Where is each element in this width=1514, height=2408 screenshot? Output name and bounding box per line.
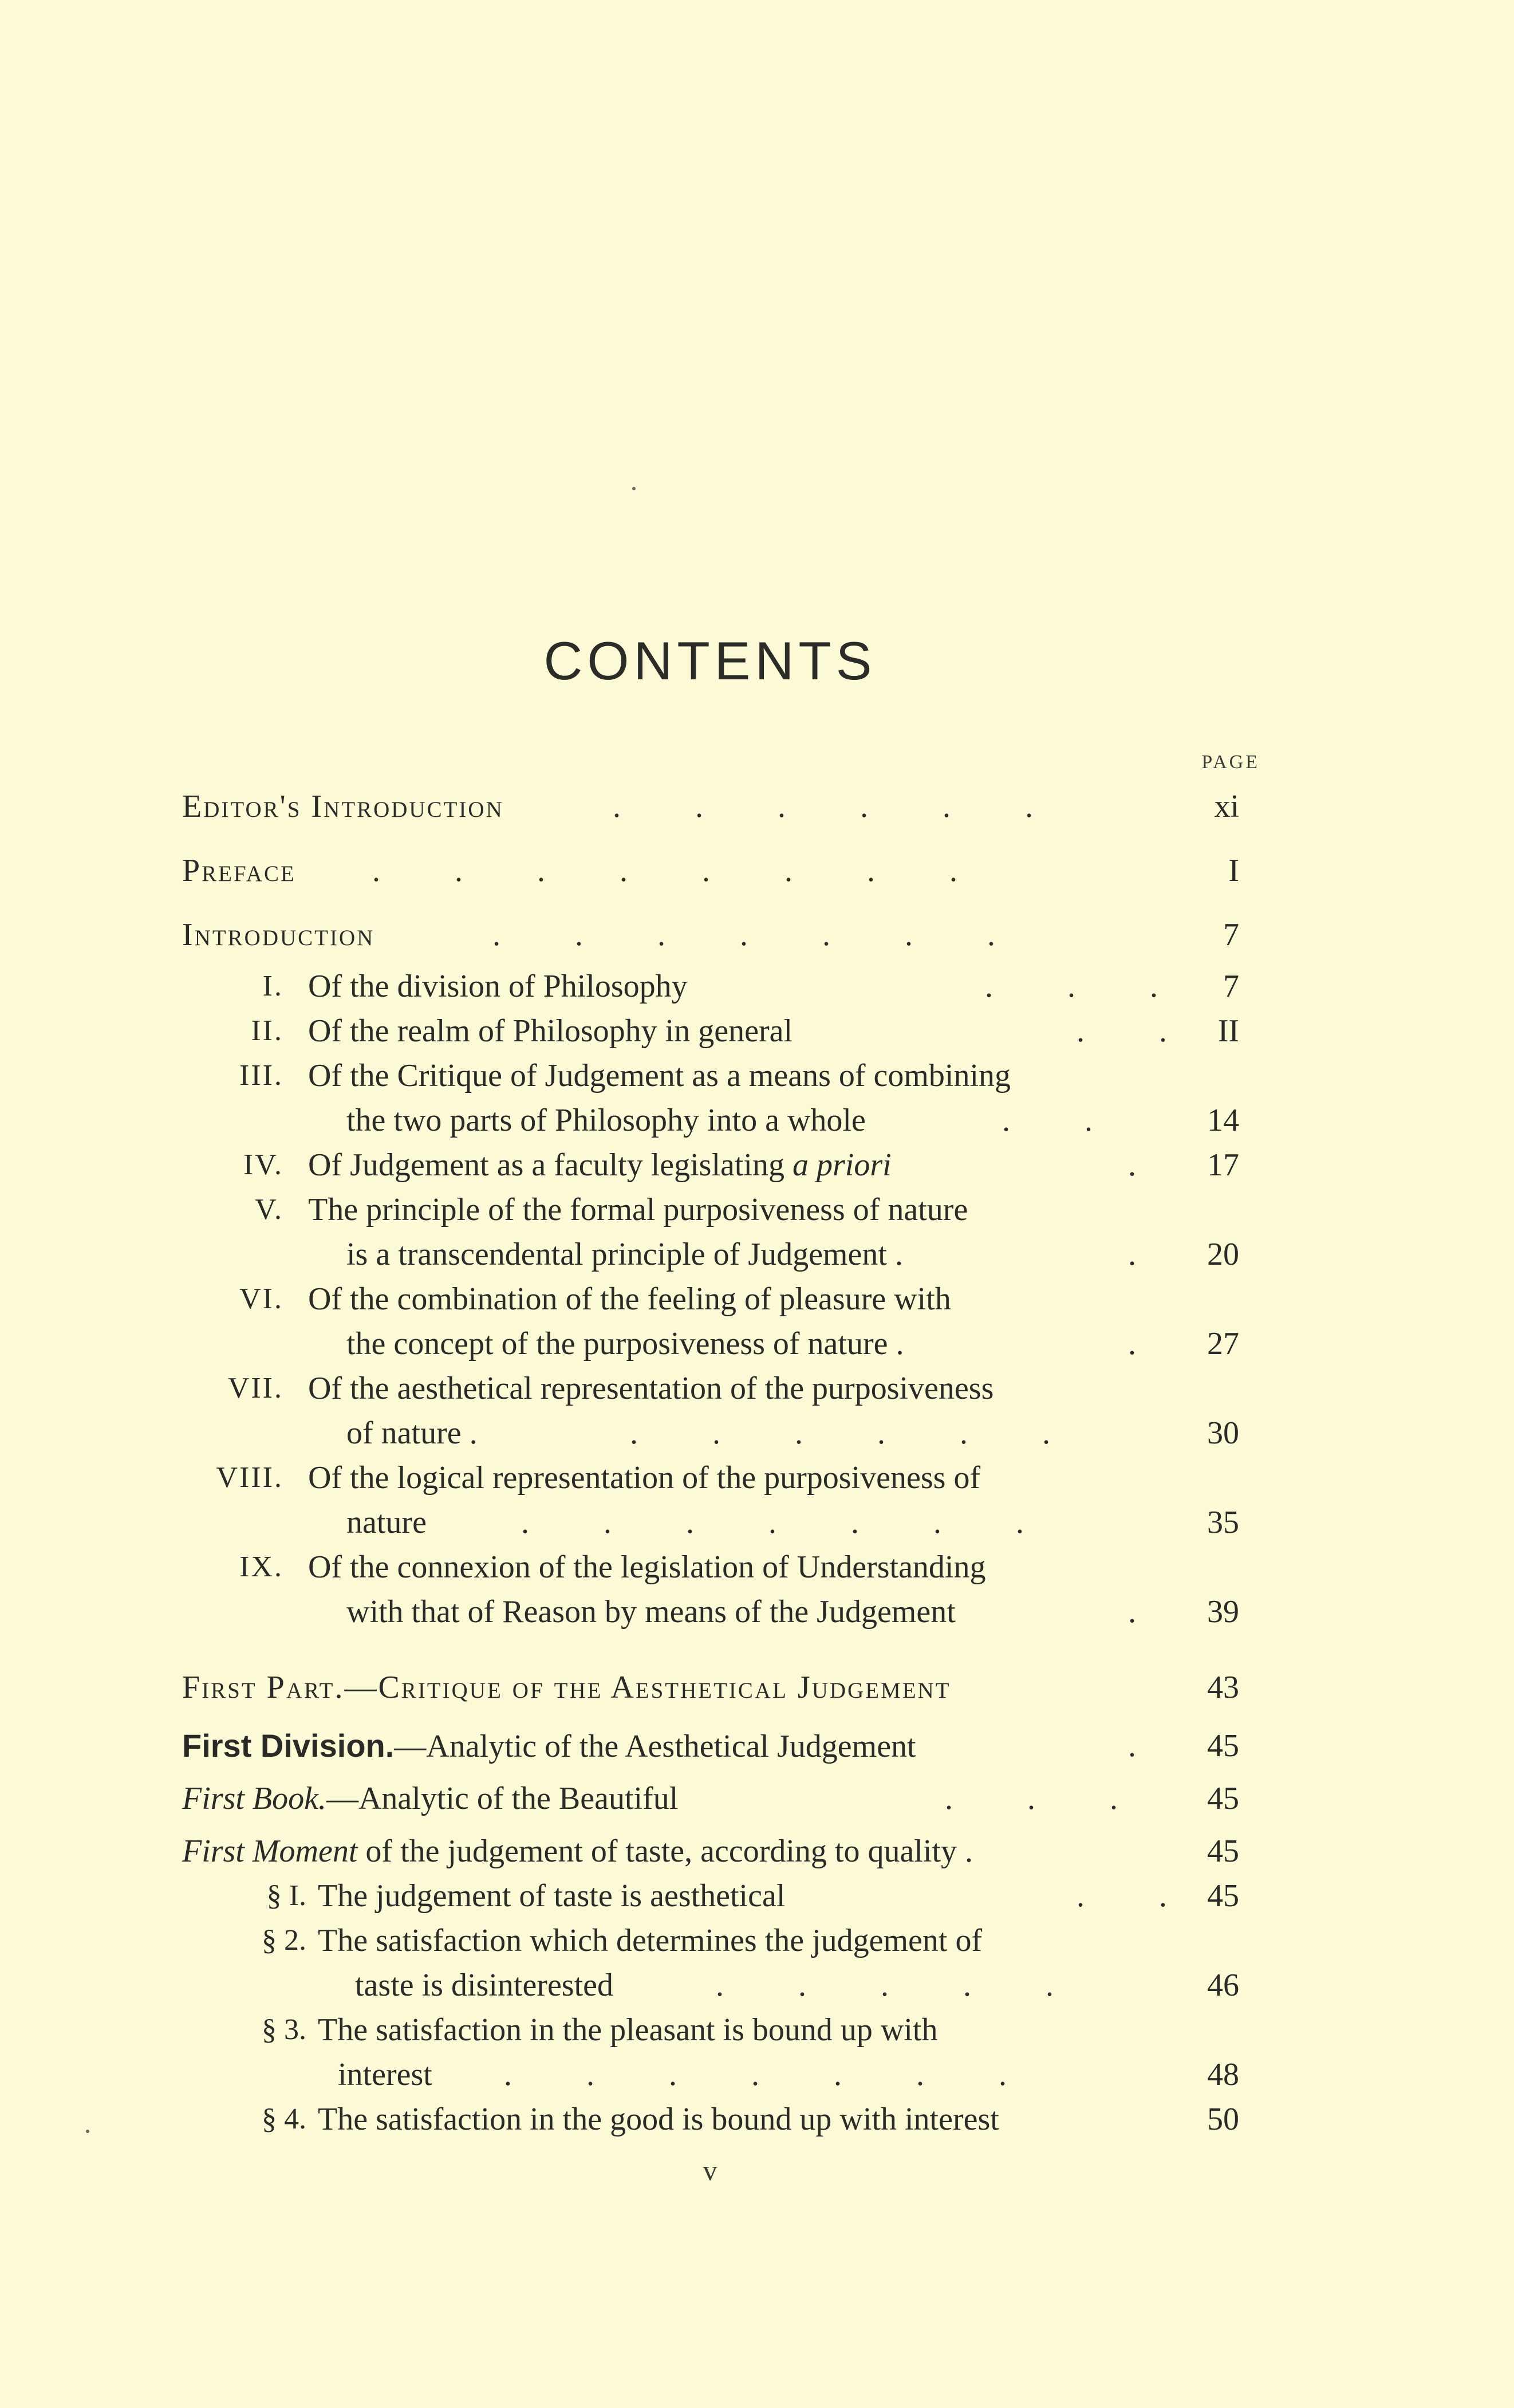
toc-page-number: 45 — [1207, 1878, 1239, 1914]
page-title: CONTENTS — [543, 631, 877, 691]
toc-entry-text: Of the connexion of the legislation of Understanding — [308, 1549, 986, 1585]
toc-entry-text: taste is disinterested — [355, 1968, 614, 2003]
toc-page-number: 45 — [1207, 1781, 1239, 1816]
toc-entry[interactable] — [0, 2007, 1514, 2053]
toc-section-number: VII. — [227, 1372, 283, 1404]
toc-page-number: 48 — [1207, 2057, 1239, 2092]
toc-entry-text — [182, 1828, 973, 1874]
toc-leader-dots: . . — [1077, 1013, 1200, 1049]
toc-page-number: 45 — [1207, 1833, 1239, 1869]
toc-entry[interactable] — [0, 1776, 1514, 1821]
toc-entry[interactable] — [0, 2096, 1514, 2142]
toc-page-number: 50 — [1207, 2102, 1239, 2137]
toc-entry-bold-head: First Division. — [182, 1728, 395, 1764]
toc-entry-text: is a transcendental principle of Judgement . — [346, 1237, 903, 1272]
toc-page-number: 7 — [1223, 917, 1239, 953]
toc-section-number: V. — [255, 1193, 283, 1226]
toc-entry-text: Of the realm of Philosophy in general — [308, 1013, 793, 1049]
toc-entry[interactable] — [0, 963, 1514, 1009]
toc-page-number: 17 — [1207, 1147, 1239, 1183]
toc-leader-dots: . . . . . . . — [504, 2057, 1040, 2092]
toc-page-number: 20 — [1207, 1237, 1239, 1272]
toc-leader-dots: . . . . . . . — [492, 917, 1028, 953]
toc-leader-dots: . . . . . . . . — [372, 853, 991, 888]
toc-page-number: 35 — [1207, 1505, 1239, 1540]
toc-entry-continuation[interactable] — [0, 1097, 1514, 1143]
toc-section-number: VI. — [239, 1282, 283, 1315]
toc-section-number: II. — [251, 1014, 283, 1047]
toc-entry-text: The principle of the formal purposiveness of nature — [308, 1192, 968, 1227]
page-folio: v — [703, 2154, 717, 2186]
toc-entry-text-main: —Analytic of the Aesthetical Judgement — [394, 1729, 916, 1764]
toc-leader-dots: . . . — [945, 1781, 1151, 1816]
toc-leader-dots: . . . — [985, 969, 1191, 1004]
toc-leader-dots: . — [1128, 1326, 1136, 1362]
toc-entry[interactable] — [0, 1873, 1514, 1919]
toc-entry-continuation[interactable] — [0, 1589, 1514, 1635]
toc-entry-text: the concept of the purposiveness of nature . — [346, 1326, 904, 1362]
toc-page-number: 7 — [1223, 969, 1239, 1004]
toc-entry[interactable] — [0, 1544, 1514, 1590]
toc-section-number: § I. — [266, 1879, 306, 1912]
toc-entry-italic-head: First Book. — [182, 1781, 326, 1816]
toc-entry-text — [182, 1776, 678, 1821]
toc-page-number: 43 — [1207, 1670, 1239, 1705]
toc-leader-dots: . . . . . . — [613, 789, 1066, 824]
toc-entry-continuation[interactable] — [0, 1500, 1514, 1545]
toc-entry[interactable] — [0, 912, 1514, 958]
toc-entry-text: Introduction — [182, 917, 375, 953]
toc-entry-text: The judgement of taste is aesthetical — [318, 1878, 786, 1914]
toc-entry-text: of nature . — [346, 1415, 478, 1451]
toc-entry-text-main: Of Judgement as a faculty legislating — [308, 1147, 784, 1183]
toc-entry-text — [182, 1723, 916, 1769]
toc-page-number: 39 — [1207, 1594, 1239, 1630]
toc-section-number: IX. — [239, 1551, 283, 1583]
toc-section-number: IV. — [243, 1148, 283, 1181]
toc-page-number: I — [1228, 853, 1239, 888]
speck-mark — [632, 487, 636, 490]
toc-entry[interactable] — [0, 1918, 1514, 1964]
toc-page-number: 45 — [1207, 1728, 1239, 1764]
toc-entry[interactable] — [0, 1276, 1514, 1322]
toc-entry[interactable] — [0, 1366, 1514, 1411]
toc-entry-italic-head: First Moment — [182, 1833, 358, 1869]
toc-entry-text-main: of the judgement of taste, according to quality . — [365, 1833, 973, 1869]
toc-entry-text: with that of Reason by means of the Judgement — [346, 1594, 956, 1630]
toc-leader-dots: . . . . . — [716, 1968, 1087, 2003]
toc-section-number: § 3. — [262, 2013, 306, 2046]
toc-section-number: III. — [239, 1059, 283, 1092]
toc-section-number: § 4. — [262, 2103, 306, 2135]
toc-leader-dots: . — [1128, 1147, 1136, 1183]
toc-leader-dots: . — [1128, 1237, 1136, 1272]
toc-page-number: 30 — [1207, 1415, 1239, 1451]
toc-entry[interactable] — [0, 1828, 1514, 1874]
toc-entry-continuation[interactable] — [0, 1231, 1514, 1277]
toc-entry-text — [308, 1142, 892, 1188]
toc-entry-text: Editor's Introduction — [182, 789, 504, 824]
toc-section-number: § 2. — [262, 1924, 306, 1957]
page-column-label: PAGE — [1201, 751, 1260, 773]
toc-entry[interactable] — [0, 784, 1514, 829]
toc-entry-text-main: —Analytic of the Beautiful — [326, 1781, 679, 1816]
toc-entry[interactable] — [0, 848, 1514, 894]
toc-entry-text: Of the division of Philosophy — [308, 969, 688, 1004]
toc-entry-text: interest — [338, 2057, 432, 2092]
toc-leader-dots: . — [1128, 1728, 1136, 1764]
toc-page-number: 46 — [1207, 1968, 1239, 2003]
toc-leader-dots: . . . . . . . — [521, 1505, 1057, 1540]
toc-section-number: VIII. — [216, 1461, 283, 1494]
toc-page-number: 27 — [1207, 1326, 1239, 1362]
toc-leader-dots: . . — [1002, 1103, 1126, 1138]
toc-entry-continuation[interactable] — [0, 1410, 1514, 1456]
toc-entry-italic: a priori — [793, 1147, 892, 1183]
toc-entry[interactable] — [0, 1053, 1514, 1099]
toc-page-number: II — [1217, 1013, 1239, 1049]
toc-entry[interactable] — [0, 1008, 1514, 1054]
toc-entry-continuation[interactable] — [0, 1321, 1514, 1367]
toc-leader-dots: . . — [1077, 1878, 1200, 1914]
toc-entry-text: The satisfaction in the good is bound up with interest — [318, 2102, 999, 2137]
toc-entry[interactable] — [0, 1723, 1514, 1769]
toc-entry-text: First Part.—Critique of the Aesthetical Judgement — [182, 1670, 951, 1705]
toc-entry-text: The satisfaction which determines the judgement of — [318, 1923, 983, 1958]
toc-entry-text: Preface — [182, 853, 296, 888]
toc-entry[interactable] — [0, 1455, 1514, 1501]
toc-page-number: 14 — [1207, 1103, 1239, 1138]
toc-leader-dots: . . . . . . — [630, 1415, 1083, 1451]
toc-entry-text: Of the logical representation of the purposiveness of — [308, 1460, 981, 1496]
toc-leader-dots: . — [1128, 1594, 1136, 1630]
toc-page-number: xi — [1214, 789, 1239, 824]
toc-entry-text: Of the Critique of Judgement as a means of combining — [308, 1058, 1011, 1093]
toc-section-number: I. — [262, 970, 283, 1002]
toc-entry-text: Of the combination of the feeling of pleasure with — [308, 1281, 951, 1317]
toc-entry[interactable] — [0, 1665, 1514, 1710]
toc-entry-text: The satisfaction in the pleasant is bound up with — [318, 2012, 938, 2048]
toc-entry[interactable] — [0, 1187, 1514, 1233]
toc-entry[interactable] — [0, 1142, 1514, 1188]
toc-entry-continuation[interactable] — [0, 2052, 1514, 2098]
toc-entry-text: nature — [346, 1505, 427, 1540]
toc-entry-text: the two parts of Philosophy into a whole — [346, 1103, 866, 1138]
toc-entry-text: Of the aesthetical representation of the purposiveness — [308, 1371, 994, 1406]
toc-entry-continuation[interactable] — [0, 1962, 1514, 2008]
